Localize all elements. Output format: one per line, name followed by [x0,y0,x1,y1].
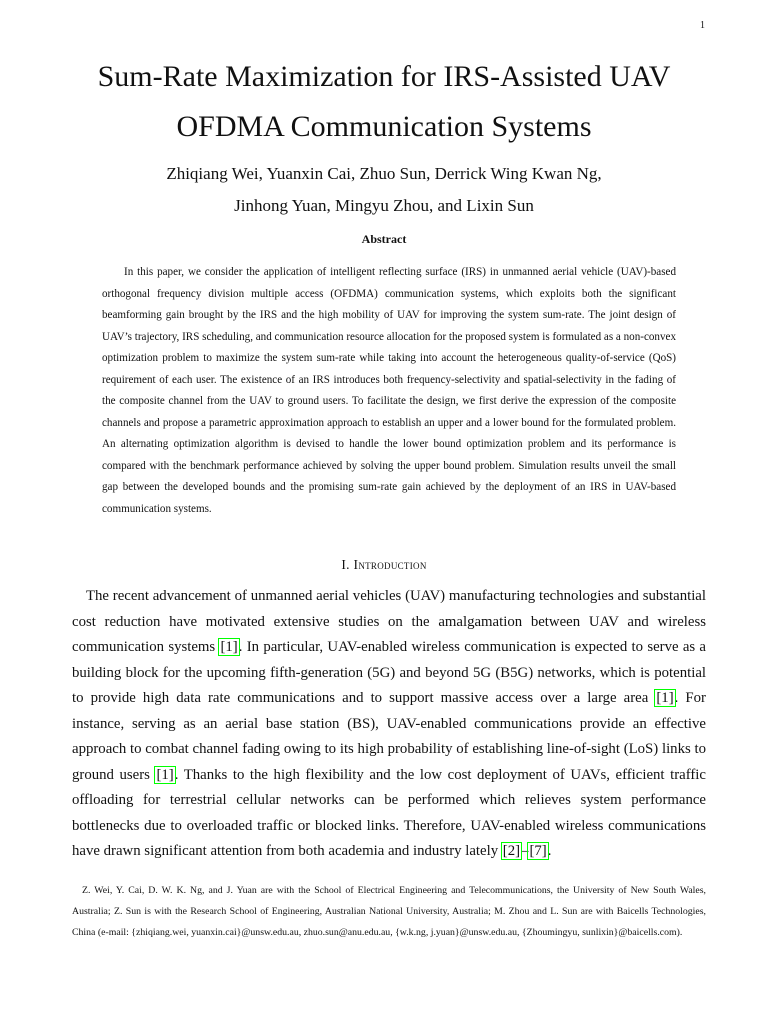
intro-text-5: . [547,843,552,859]
section-title: Introduction [353,557,427,572]
citation-link-1[interactable]: [1] [220,639,238,655]
paper-title [60,52,708,152]
abstract-heading: Abstract [361,232,407,246]
citation-link-7[interactable]: [7] [529,843,547,859]
author-list [60,158,708,222]
abstract-text: In this paper, we consider the application of intelligent reflecting surface (IRS) in unmanned aerial vehicle (UAV)-based orthogonal frequency division multiple access (OFDMA) communication systems, which exploits both the significant beamforming gain brought by the IRS and the high mobility of UAV for improving the system sum-rate. The joint design of UAV’s trajectory, IRS scheduling, and communication resource allocation for the proposed system is formulated as a non-convex optimization problem to maximize the system sum-rate while taking into account the heterogeneous quality-of-service (QoS) requirement of each user. The existence of an IRS introduces both frequency-selectivity and spatial-selectivity in the fading of the composite channel from the UAV to ground users. To facilitate the design, we first derive the expression of the composite channels and propose a parametric approximation approach to establish an upper and a lower bound for the formulated problem. An alternating optimization algorithm is devised to handle the lower bound optimization problem and its performance is compared with the benchmark performance achieved by solving the upper bound problem. Simulation results unveil the small gap between the developed bounds and the promising sum-rate gain achieved by the deployment of an IRS in UAV-based communication systems. [102,266,676,515]
title-line-2: OFDMA Communication Systems [176,110,592,143]
intro-text-3: . For instance, serving as an aerial base station (BS), UAV-enabled communications provide an effective approach to combat channel fading owing to its high probability of establishing line-of-sight (LoS) links to ground users [72,690,706,783]
citation-range-dash: – [521,843,529,859]
title-line-1: Sum-Rate Maximization for IRS-Assisted UAV [97,60,671,93]
page-number: 1 [700,20,705,31]
section-heading-introduction [0,557,768,573]
authors-line-1: Zhiqiang Wei, Yuanxin Cai, Zhuo Sun, Derrick Wing Kwan Ng, [166,164,602,183]
intro-text-1: The recent advancement of unmanned aerial vehicles (UAV) manufacturing technologies and substantial cost reduction have motivated extensive studies on the amalgamation between UAV and wireless communication systems [72,588,706,655]
authors-line-2: Jinhong Yuan, Mingyu Zhou, and Lixin Sun [234,196,534,215]
section-numeral: I. [341,557,350,572]
intro-text-2: . In particular, UAV-enabled wireless communication is expected to serve as a building block for the upcoming fifth-generation (5G) and beyond 5G (B5G) networks, which is potential to provide high data rate communications and to support massive access over a large area [72,639,707,706]
introduction-paragraph [72,584,706,865]
citation-link-1b[interactable]: [1] [656,690,674,706]
citation-link-2[interactable]: [2] [502,843,521,859]
citation-link-1c[interactable]: [1] [156,766,174,783]
affiliation-footnote: Z. Wei, Y. Cai, D. W. K. Ng, and J. Yuan are with the School of Electrical Engineering and Telecommunications, the University of New South Wales, Australia; Z. Sun is with the Research School of Engineering, Australian National University, Australia; M. Zhou and L. Sun are with Baicells Technologies, China (e-mail: {zhiqiang.wei, yuanxin.cai}@unsw.edu.au, zhuo.sun@anu.edu.au, {w.k.ng, j.yuan}@unsw.edu.au, {Zhoumingyu, sunlixin}@baicells.com). [72,885,706,938]
intro-text-4: . Thanks to the high flexibility and the low cost deployment of UAVs, efficient traffic offloading for terrestrial cellular networks can be performed which relieves system performance bottlenecks due to overloaded traffic or blocked links. Therefore, UAV-enabled wireless communications have drawn significant attention from both academia and industry lately [72,766,706,859]
